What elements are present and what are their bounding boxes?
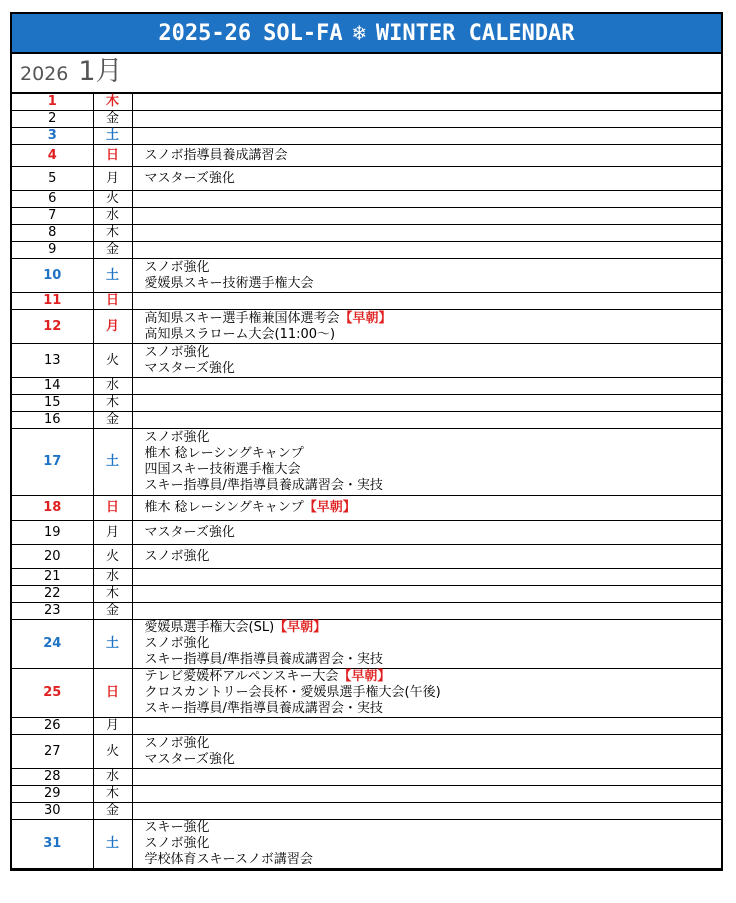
title-season: 2025-26 bbox=[158, 20, 252, 46]
events-cell bbox=[132, 344, 721, 378]
event-line bbox=[145, 669, 722, 685]
calendar-table bbox=[12, 94, 721, 869]
events-cell bbox=[132, 378, 721, 395]
event-text: マスターズ強化 bbox=[144, 170, 235, 186]
event-text: 椎木 稔レーシングキャンプ bbox=[144, 500, 304, 515]
events-cell bbox=[132, 128, 721, 145]
weekday: 月 bbox=[93, 167, 132, 191]
day-number: 27 bbox=[12, 735, 93, 769]
calendar-row bbox=[12, 395, 721, 412]
events-cell bbox=[132, 259, 721, 293]
day-number: 23 bbox=[12, 603, 93, 620]
event-line bbox=[145, 525, 722, 541]
day-number: 25 bbox=[12, 669, 93, 718]
event-text: スノボ強化 bbox=[144, 430, 210, 445]
day-number: 31 bbox=[12, 820, 93, 869]
event-line bbox=[145, 260, 722, 276]
weekday: 火 bbox=[93, 191, 132, 208]
event-text: スノボ強化 bbox=[144, 636, 210, 651]
month-header-month: 1月 bbox=[78, 56, 123, 87]
events-cell bbox=[132, 412, 721, 429]
weekday: 土 bbox=[93, 259, 132, 293]
events-cell bbox=[132, 820, 721, 869]
month-header bbox=[12, 54, 721, 94]
event-text: 高知県スラローム大会(11:00～) bbox=[144, 326, 336, 342]
calendar-row bbox=[12, 344, 721, 378]
event-line bbox=[145, 361, 722, 377]
event-text: マスターズ強化 bbox=[144, 751, 235, 767]
calendar-row bbox=[12, 786, 721, 803]
calendar-row bbox=[12, 293, 721, 310]
weekday: 土 bbox=[93, 128, 132, 145]
snowflake-icon: ❄ bbox=[352, 20, 366, 46]
calendar-row bbox=[12, 94, 721, 111]
calendar-row bbox=[12, 191, 721, 208]
event-text: テレビ愛媛杯アルペンスキー大会 bbox=[144, 669, 339, 684]
calendar-row bbox=[12, 545, 721, 569]
day-number: 14 bbox=[12, 378, 93, 395]
event-line bbox=[145, 701, 722, 717]
events-cell bbox=[132, 496, 721, 521]
events-cell bbox=[132, 586, 721, 603]
event-line bbox=[145, 836, 722, 852]
event-line bbox=[145, 276, 722, 292]
event-text: スノボ強化 bbox=[144, 548, 210, 564]
weekday: 木 bbox=[93, 586, 132, 603]
weekday: 月 bbox=[93, 521, 132, 545]
early-morning-tag: 【早朝】 bbox=[303, 500, 356, 515]
weekday: 土 bbox=[93, 820, 132, 869]
early-morning-tag: 【早朝】 bbox=[338, 669, 391, 684]
event-text: スキー指導員/準指導員養成講習会・実技 bbox=[144, 701, 383, 716]
calendar-row bbox=[12, 718, 721, 735]
events-cell bbox=[132, 167, 721, 191]
weekday: 土 bbox=[93, 429, 132, 496]
weekday: 金 bbox=[93, 111, 132, 128]
event-line bbox=[145, 500, 722, 516]
calendar-row bbox=[12, 521, 721, 545]
event-text: 椎木 稔レーシングキャンプ bbox=[144, 446, 304, 461]
events-cell bbox=[132, 769, 721, 786]
calendar-row bbox=[12, 242, 721, 259]
weekday: 月 bbox=[93, 310, 132, 344]
event-line bbox=[145, 752, 722, 768]
events-cell bbox=[132, 242, 721, 259]
events-cell bbox=[132, 718, 721, 735]
day-number: 29 bbox=[12, 786, 93, 803]
day-number: 20 bbox=[12, 545, 93, 569]
calendar-row bbox=[12, 167, 721, 191]
event-text: スノボ強化 bbox=[144, 735, 210, 751]
weekday: 木 bbox=[93, 225, 132, 242]
events-cell bbox=[132, 521, 721, 545]
event-line bbox=[145, 736, 722, 752]
event-text: 学校体育スキースノボ講習会 bbox=[144, 852, 313, 867]
calendar-row bbox=[12, 769, 721, 786]
calendar-row bbox=[12, 412, 721, 429]
event-text: スノボ強化 bbox=[144, 344, 210, 360]
weekday: 木 bbox=[93, 786, 132, 803]
events-cell bbox=[132, 310, 721, 344]
calendar-row bbox=[12, 310, 721, 344]
early-morning-tag: 【早朝】 bbox=[274, 620, 327, 635]
event-text: スノボ強化 bbox=[144, 836, 210, 851]
event-line bbox=[145, 620, 722, 636]
day-number: 1 bbox=[12, 94, 93, 111]
event-line bbox=[145, 636, 722, 652]
events-cell bbox=[132, 620, 721, 669]
events-cell bbox=[132, 786, 721, 803]
weekday: 木 bbox=[93, 395, 132, 412]
weekday: 日 bbox=[93, 293, 132, 310]
event-text: スノボ指導員養成講習会 bbox=[144, 147, 288, 163]
day-number: 30 bbox=[12, 803, 93, 820]
calendar-row bbox=[12, 620, 721, 669]
weekday: 火 bbox=[93, 735, 132, 769]
calendar-title-bar bbox=[12, 14, 721, 54]
calendar-row bbox=[12, 378, 721, 395]
day-number: 11 bbox=[12, 293, 93, 310]
calendar-row bbox=[12, 496, 721, 521]
day-number: 4 bbox=[12, 145, 93, 167]
calendar-row bbox=[12, 803, 721, 820]
event-text: マスターズ強化 bbox=[144, 360, 235, 376]
event-line bbox=[145, 446, 722, 462]
events-cell bbox=[132, 94, 721, 111]
events-cell bbox=[132, 603, 721, 620]
event-line bbox=[145, 311, 722, 327]
weekday: 金 bbox=[93, 242, 132, 259]
calendar-row bbox=[12, 111, 721, 128]
weekday: 金 bbox=[93, 412, 132, 429]
event-line bbox=[145, 478, 722, 494]
events-cell bbox=[132, 208, 721, 225]
day-number: 6 bbox=[12, 191, 93, 208]
weekday: 火 bbox=[93, 545, 132, 569]
weekday: 月 bbox=[93, 718, 132, 735]
events-cell bbox=[132, 191, 721, 208]
weekday: 木 bbox=[93, 94, 132, 111]
events-cell bbox=[132, 293, 721, 310]
event-text: スキー指導員/準指導員養成講習会・実技 bbox=[144, 478, 383, 493]
event-line bbox=[145, 685, 722, 701]
event-text: スノボ強化 bbox=[144, 259, 210, 275]
weekday: 水 bbox=[93, 769, 132, 786]
calendar-row bbox=[12, 569, 721, 586]
event-text: クロスカントリー会長杯・愛媛県選手権大会(午後) bbox=[144, 685, 441, 700]
calendar-row bbox=[12, 259, 721, 293]
event-line bbox=[145, 852, 722, 868]
events-cell bbox=[132, 111, 721, 128]
day-number: 28 bbox=[12, 769, 93, 786]
day-number: 12 bbox=[12, 310, 93, 344]
weekday: 日 bbox=[93, 669, 132, 718]
weekday: 水 bbox=[93, 569, 132, 586]
event-line bbox=[145, 430, 722, 446]
event-line bbox=[145, 171, 722, 187]
calendar-row bbox=[12, 820, 721, 869]
calendar-row bbox=[12, 735, 721, 769]
day-number: 7 bbox=[12, 208, 93, 225]
calendar-row bbox=[12, 586, 721, 603]
day-number: 10 bbox=[12, 259, 93, 293]
events-cell bbox=[132, 429, 721, 496]
events-cell bbox=[132, 145, 721, 167]
weekday: 日 bbox=[93, 496, 132, 521]
day-number: 21 bbox=[12, 569, 93, 586]
events-cell bbox=[132, 225, 721, 242]
calendar-sheet bbox=[10, 12, 723, 871]
events-cell bbox=[132, 803, 721, 820]
calendar-row bbox=[12, 128, 721, 145]
event-line bbox=[145, 549, 722, 565]
day-number: 17 bbox=[12, 429, 93, 496]
day-number: 16 bbox=[12, 412, 93, 429]
event-text: スキー指導員/準指導員養成講習会・実技 bbox=[144, 652, 383, 667]
day-number: 18 bbox=[12, 496, 93, 521]
events-cell bbox=[132, 735, 721, 769]
day-number: 8 bbox=[12, 225, 93, 242]
event-text: 愛媛県選手権大会(SL) bbox=[144, 620, 275, 635]
event-text: 愛媛県スキー技術選手権大会 bbox=[144, 275, 314, 291]
events-cell bbox=[132, 669, 721, 718]
calendar-row bbox=[12, 603, 721, 620]
day-number: 24 bbox=[12, 620, 93, 669]
events-cell bbox=[132, 395, 721, 412]
day-number: 22 bbox=[12, 586, 93, 603]
day-number: 26 bbox=[12, 718, 93, 735]
title-tail: WINTER CALENDAR bbox=[375, 20, 575, 46]
event-text: スキー強化 bbox=[144, 820, 210, 835]
day-number: 9 bbox=[12, 242, 93, 259]
day-number: 19 bbox=[12, 521, 93, 545]
day-number: 15 bbox=[12, 395, 93, 412]
events-cell bbox=[132, 545, 721, 569]
event-text: マスターズ強化 bbox=[144, 524, 235, 540]
month-header-year: 2026 bbox=[20, 63, 69, 85]
calendar-row bbox=[12, 225, 721, 242]
early-morning-tag: 【早朝】 bbox=[339, 310, 392, 326]
event-text: 高知県スキー選手権兼国体選考会 bbox=[144, 310, 340, 326]
events-cell bbox=[132, 569, 721, 586]
weekday: 火 bbox=[93, 344, 132, 378]
weekday: 土 bbox=[93, 620, 132, 669]
day-number: 5 bbox=[12, 167, 93, 191]
event-line bbox=[145, 345, 722, 361]
day-number: 2 bbox=[12, 111, 93, 128]
weekday: 金 bbox=[93, 603, 132, 620]
weekday: 金 bbox=[93, 803, 132, 820]
event-line bbox=[145, 652, 722, 668]
event-line bbox=[145, 820, 722, 836]
event-line bbox=[145, 148, 722, 164]
title-club: SOL-FA bbox=[263, 20, 343, 46]
calendar-row bbox=[12, 429, 721, 496]
calendar-row bbox=[12, 669, 721, 718]
day-number: 3 bbox=[12, 128, 93, 145]
event-text: 四国スキー技術選手権大会 bbox=[144, 462, 301, 477]
weekday: 水 bbox=[93, 378, 132, 395]
calendar-row bbox=[12, 208, 721, 225]
event-line bbox=[145, 327, 722, 343]
event-line bbox=[145, 462, 722, 478]
weekday: 水 bbox=[93, 208, 132, 225]
calendar-row bbox=[12, 145, 721, 167]
weekday: 日 bbox=[93, 145, 132, 167]
day-number: 13 bbox=[12, 344, 93, 378]
